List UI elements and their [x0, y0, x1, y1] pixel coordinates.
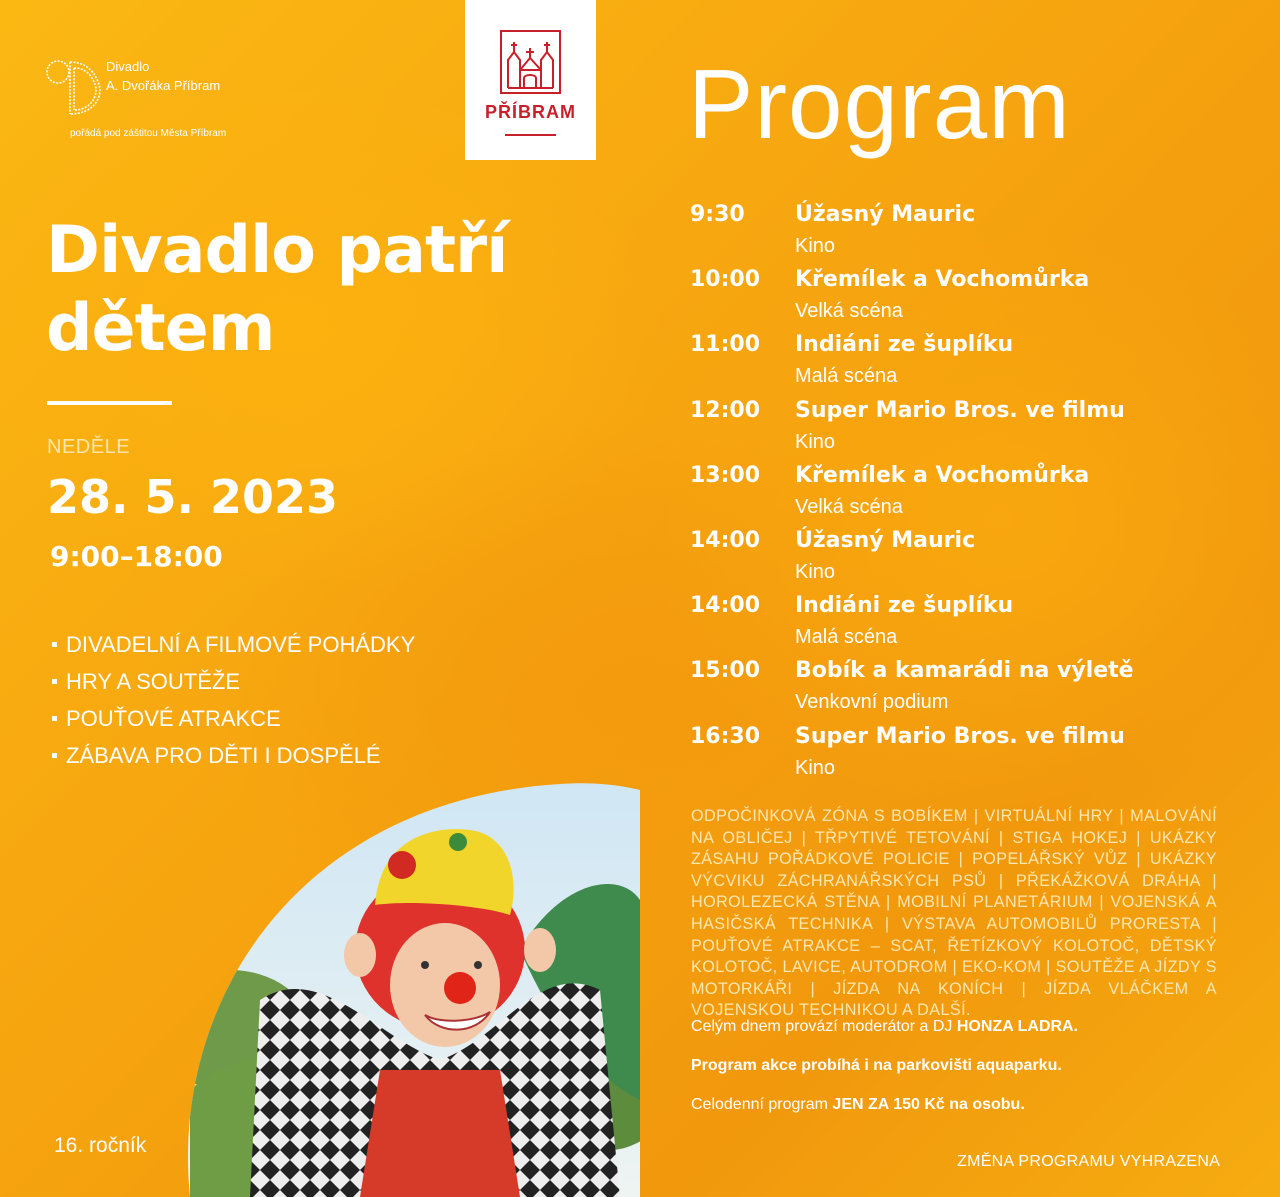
city-underline	[505, 134, 556, 136]
schedule-row	[690, 394, 1250, 459]
schedule-venue: Velká scéna	[795, 300, 903, 323]
schedule-title: Super Mario Bros. ve filmu	[795, 397, 1125, 423]
schedule-time: 14:00	[690, 527, 761, 553]
schedule-venue: Velká scéna	[795, 495, 903, 518]
theatre-name-line1: Divadlo	[106, 59, 150, 74]
schedule-title: Křemílek a Vochomůrka	[795, 267, 1090, 293]
parking-note: Program akce probíhá i na parkovišti aquaparku.	[691, 1057, 1062, 1074]
title-divider	[47, 401, 172, 405]
schedule-time: 14:00	[690, 593, 761, 619]
schedule-title: Indiáni ze šuplíku	[795, 593, 1014, 619]
schedule-title: Úžasný Mauric	[795, 202, 976, 227]
bullet-icon	[52, 679, 57, 684]
program-heading: Program	[688, 49, 1071, 159]
schedule-row	[690, 720, 1250, 785]
schedule-list	[690, 198, 1250, 785]
theatre-name-line2: A. Dvořáka Příbram	[106, 78, 221, 93]
feature-item: HRY A SOUTĚŽE	[52, 663, 415, 700]
host-note: Celým dnem provází moderátor a DJ HONZA LADRA.	[691, 1018, 1079, 1035]
edition-label: 16. ročník	[54, 1134, 147, 1157]
bullet-icon	[52, 753, 57, 758]
schedule-time: 9:30	[690, 202, 745, 227]
event-title	[46, 212, 626, 368]
schedule-row	[690, 524, 1250, 589]
schedule-venue: Kino	[795, 756, 836, 779]
schedule-time: 16:30	[690, 723, 761, 749]
schedule-time: 13:00	[690, 462, 761, 488]
organizer-subline: pořádá pod záštitou Města Příbram	[70, 128, 227, 139]
schedule-row	[690, 263, 1250, 328]
city-name: PŘÍBRAM	[485, 102, 576, 122]
schedule-venue: Kino	[795, 235, 836, 257]
feature-list	[52, 626, 415, 774]
schedule-title: Indiáni ze šuplíku	[795, 332, 1014, 358]
price-note: Celodenní program JEN ZA 150 Kč na osobu.	[691, 1096, 1025, 1113]
event-title-line1: Divadlo patří	[46, 213, 508, 288]
schedule-venue: Kino	[795, 560, 836, 583]
feature-item: DIVADELNÍ A FILMOVÉ POHÁDKY	[52, 626, 415, 663]
schedule-row	[690, 589, 1250, 654]
schedule-title: Super Mario Bros. ve filmu	[795, 723, 1125, 749]
event-title-line2: dětem	[46, 291, 275, 366]
schedule-time: 10:00	[690, 267, 761, 293]
schedule-time: 15:00	[690, 658, 761, 684]
schedule-venue: Venkovní podium	[795, 691, 949, 714]
schedule-venue: Kino	[795, 430, 836, 453]
event-date: 28. 5. 2023	[47, 470, 339, 524]
feature-item: POUŤOVÉ ATRAKCE	[52, 700, 415, 737]
event-hours: 9:00–18:00	[50, 540, 223, 573]
theatre-mask-d-icon	[44, 56, 102, 118]
schedule-venue: Malá scéna	[795, 626, 898, 649]
schedule-title: Křemílek a Vochomůrka	[795, 462, 1090, 488]
theatre-logo[interactable]	[44, 56, 274, 146]
schedule-row	[690, 328, 1250, 393]
schedule-row	[690, 654, 1250, 719]
schedule-title: Úžasný Mauric	[795, 527, 976, 553]
schedule-time: 12:00	[690, 397, 761, 423]
city-logo[interactable]	[465, 0, 596, 160]
attractions-list: ODPOČINKOVÁ ZÓNA S BOBÍKEM | VIRTUÁLNÍ HRY | MALOVÁNÍ NA OBLIČEJ | TŘPYTIVÉ TETOVÁNÍ | STIGA HOKEJ | UKÁZKY ZÁSAHU POŘÁDKOVÉ POLICIE | POPELÁŘSKÝ VŮZ | UKÁZKY VÝCVIKU ZÁCHRANÁŘSKÝCH PSŮ | PŘEKÁŽKOVÁ DRÁHA | HOROLEZECKÁ STĚNA | MOBILNÍ PLANETÁRIUM | VOJENSKÁ A HASIČSKÁ TECHNIKA | VÝSTAVA AUTOMOBILŮ PRORESTA | POUŤOVÉ ATRAKCE – SCAT, ŘETÍZKOVÝ KOLOTOČ, DĚTSKÝ KOLOTOČ, LAVICE, AUTODROM | EKO-KOM | SOUTĚŽE A JÍZDY S MOTORKÁŘI | JÍZDA NA KONÍCH | JÍZDA VLÁČKEM A VOJENSKOU TECHNIKOU A DALŠÍ.	[691, 807, 1217, 1020]
schedule-venue: Malá scéna	[795, 365, 898, 388]
event-weekday: NEDĚLE	[47, 436, 131, 458]
schedule-title: Bobík a kamarádi na výletě	[795, 658, 1134, 684]
disclaimer: ZMĚNA PROGRAMU VYHRAZENA	[957, 1153, 1221, 1170]
feature-item: ZÁBAVA PRO DĚTI I DOSPĚLÉ	[52, 737, 415, 774]
schedule-row	[690, 198, 1250, 263]
bullet-icon	[52, 642, 57, 647]
bullet-icon	[52, 716, 57, 721]
schedule-row	[690, 459, 1250, 524]
schedule-time: 11:00	[690, 332, 761, 358]
castle-crest-icon	[500, 30, 561, 94]
